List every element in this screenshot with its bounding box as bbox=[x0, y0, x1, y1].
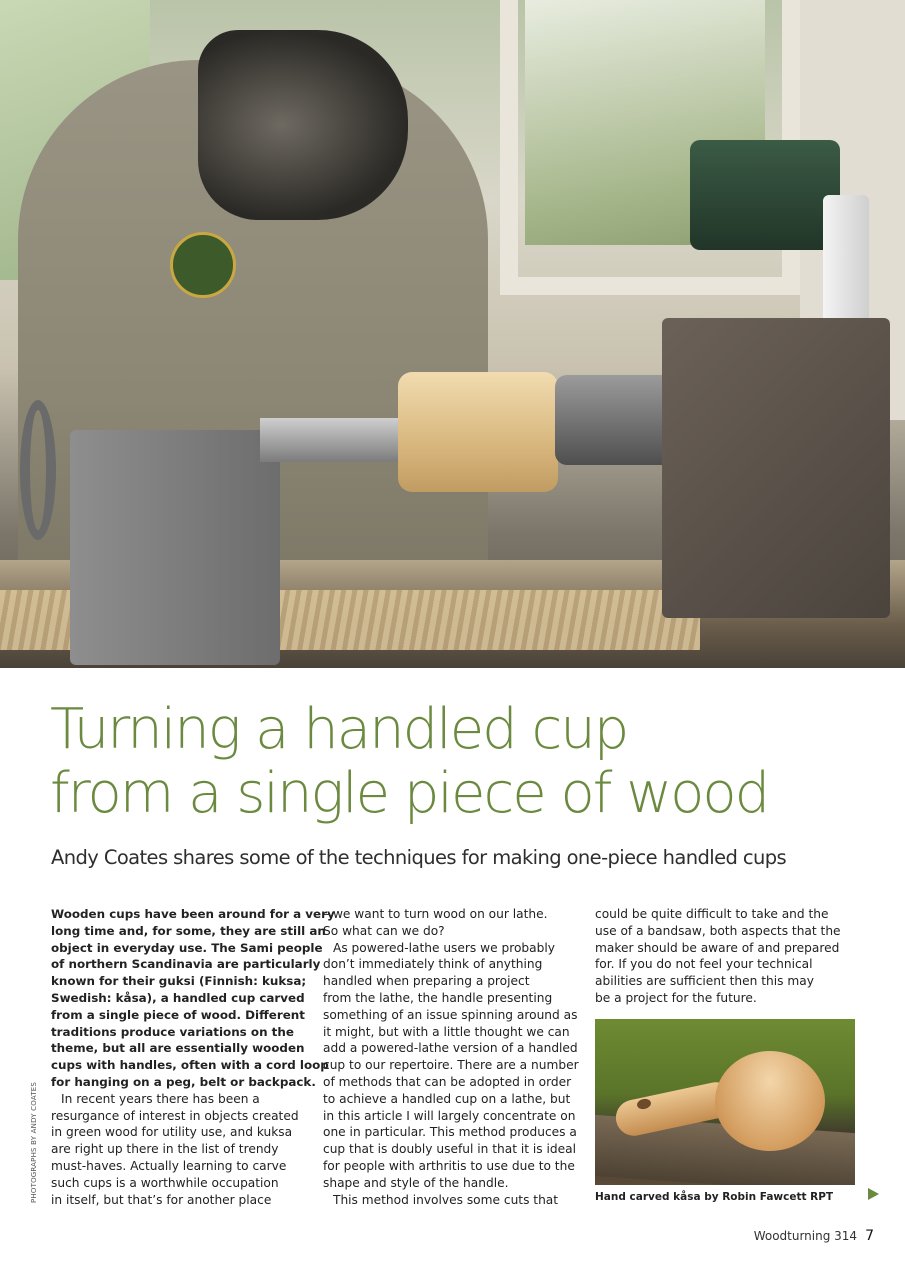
kasa-cup-photo bbox=[595, 1019, 855, 1185]
text-line: for. If you do not feel your technical bbox=[595, 957, 813, 972]
wood-blank bbox=[398, 372, 558, 492]
text-line: known for their guksi (Finnish: kuksa; bbox=[51, 974, 307, 989]
text-line: be a project for the future. bbox=[595, 990, 757, 1005]
text-line: Swedish: kåsa), a handled cup carved bbox=[51, 990, 305, 1005]
article-title bbox=[50, 698, 870, 826]
lead-paragraph bbox=[51, 906, 335, 1091]
text-line: it might, but with a little thought we can bbox=[323, 1024, 570, 1039]
text-line: of northern Scandinavia are particularly bbox=[51, 957, 321, 972]
text-line: theme, but all are essentially wooden bbox=[51, 1041, 305, 1056]
text-line: resurgance of interest in objects created bbox=[51, 1108, 299, 1123]
association-badge bbox=[170, 232, 236, 298]
text-line: in itself, but that’s for another place bbox=[51, 1192, 272, 1207]
text-line: In recent years there has been a bbox=[61, 1091, 260, 1106]
body-paragraph bbox=[323, 940, 585, 1192]
column-3 bbox=[595, 906, 857, 1007]
lathe-tailstock bbox=[70, 430, 280, 665]
text-line: of methods that can be adopted in order bbox=[323, 1074, 572, 1089]
photo-caption: Hand carved kåsa by Robin Fawcett RPT bbox=[595, 1191, 834, 1203]
text-line: don’t immediately think of anything bbox=[323, 957, 543, 972]
page-number: 7 bbox=[865, 1228, 874, 1244]
text-line: This method involves some cuts that bbox=[333, 1192, 559, 1207]
lathe-headstock bbox=[662, 318, 890, 618]
text-line: cups with handles, often with a cord loop bbox=[51, 1058, 329, 1073]
text-line: cup to our repertoire. There are a number bbox=[323, 1058, 579, 1073]
body-paragraph bbox=[51, 1091, 313, 1209]
text-line: to achieve a handled cup on a lathe, but bbox=[323, 1091, 571, 1106]
title-line-2: from a single piece of wood bbox=[50, 761, 769, 826]
text-line: could be quite difficult to take and the bbox=[595, 907, 829, 921]
column-2 bbox=[323, 906, 585, 1208]
body-paragraph bbox=[595, 906, 857, 1007]
text-line: use of a bandsaw, both aspects that the bbox=[595, 923, 841, 938]
text-line: maker should be aware of and prepared bbox=[595, 940, 840, 955]
magazine-issue: Woodturning 314 bbox=[753, 1229, 858, 1243]
text-line: cup that is doubly useful in that it is ideal bbox=[323, 1142, 576, 1157]
text-line: object in everyday use. The Sami people bbox=[51, 940, 323, 955]
text-line: from the lathe, the handle presenting bbox=[323, 990, 553, 1005]
text-line: for hanging on a peg, belt or backpack. bbox=[51, 1074, 316, 1089]
text-line: from a single piece of wood. Different bbox=[51, 1007, 305, 1022]
text-line: abilities are sufficient then this may bbox=[595, 974, 814, 989]
text-line: one in particular. This method produces a bbox=[323, 1125, 577, 1140]
text-line: As powered-lathe users we probably bbox=[333, 940, 555, 955]
text-line: must-haves. Actually learning to carve bbox=[51, 1158, 287, 1173]
bench-grinder bbox=[690, 140, 840, 250]
tailstock-quill bbox=[260, 418, 410, 462]
text-line: are right up there in the list of trendy bbox=[51, 1142, 279, 1157]
text-line: So what can we do? bbox=[323, 923, 445, 938]
right-triangle-arrow-icon bbox=[868, 1188, 879, 1200]
spray-can bbox=[823, 195, 869, 330]
face-shield bbox=[198, 30, 408, 220]
page-footer bbox=[754, 1228, 874, 1244]
text-line: – we want to turn wood on our lathe. bbox=[323, 907, 548, 921]
text-line: traditions produce variations on the bbox=[51, 1024, 294, 1039]
article-standfirst: Andy Coates shares some of the techniques for making one-piece handled cups bbox=[51, 846, 787, 869]
text-line: long time and, for some, they are still an bbox=[51, 923, 326, 938]
column-1 bbox=[51, 906, 335, 1208]
text-line: in this article I will largely concentrate on bbox=[323, 1108, 576, 1123]
text-line: such cups is a worthwhile occupation bbox=[51, 1175, 279, 1190]
text-line: Wooden cups have been around for a very bbox=[51, 907, 335, 921]
text-line: add a powered-lathe version of a handled bbox=[323, 1041, 578, 1056]
text-line: shape and style of the handle. bbox=[323, 1175, 509, 1190]
text-line: handled when preparing a project bbox=[323, 974, 530, 989]
body-paragraph bbox=[323, 906, 585, 940]
text-line: something of an issue spinning around as bbox=[323, 1007, 578, 1022]
photo-credit: PHOTOGRAPHS BY ANDY COATES bbox=[30, 1081, 38, 1203]
tailstock-handwheel bbox=[20, 400, 56, 540]
text-line: for people with arthritis to use due to the bbox=[323, 1158, 575, 1173]
text-line: in green wood for utility use, and kuksa bbox=[51, 1125, 293, 1140]
title-line-1: Turning a handled cup bbox=[50, 697, 628, 762]
body-paragraph bbox=[323, 1192, 585, 1209]
cup-bowl bbox=[715, 1051, 825, 1151]
